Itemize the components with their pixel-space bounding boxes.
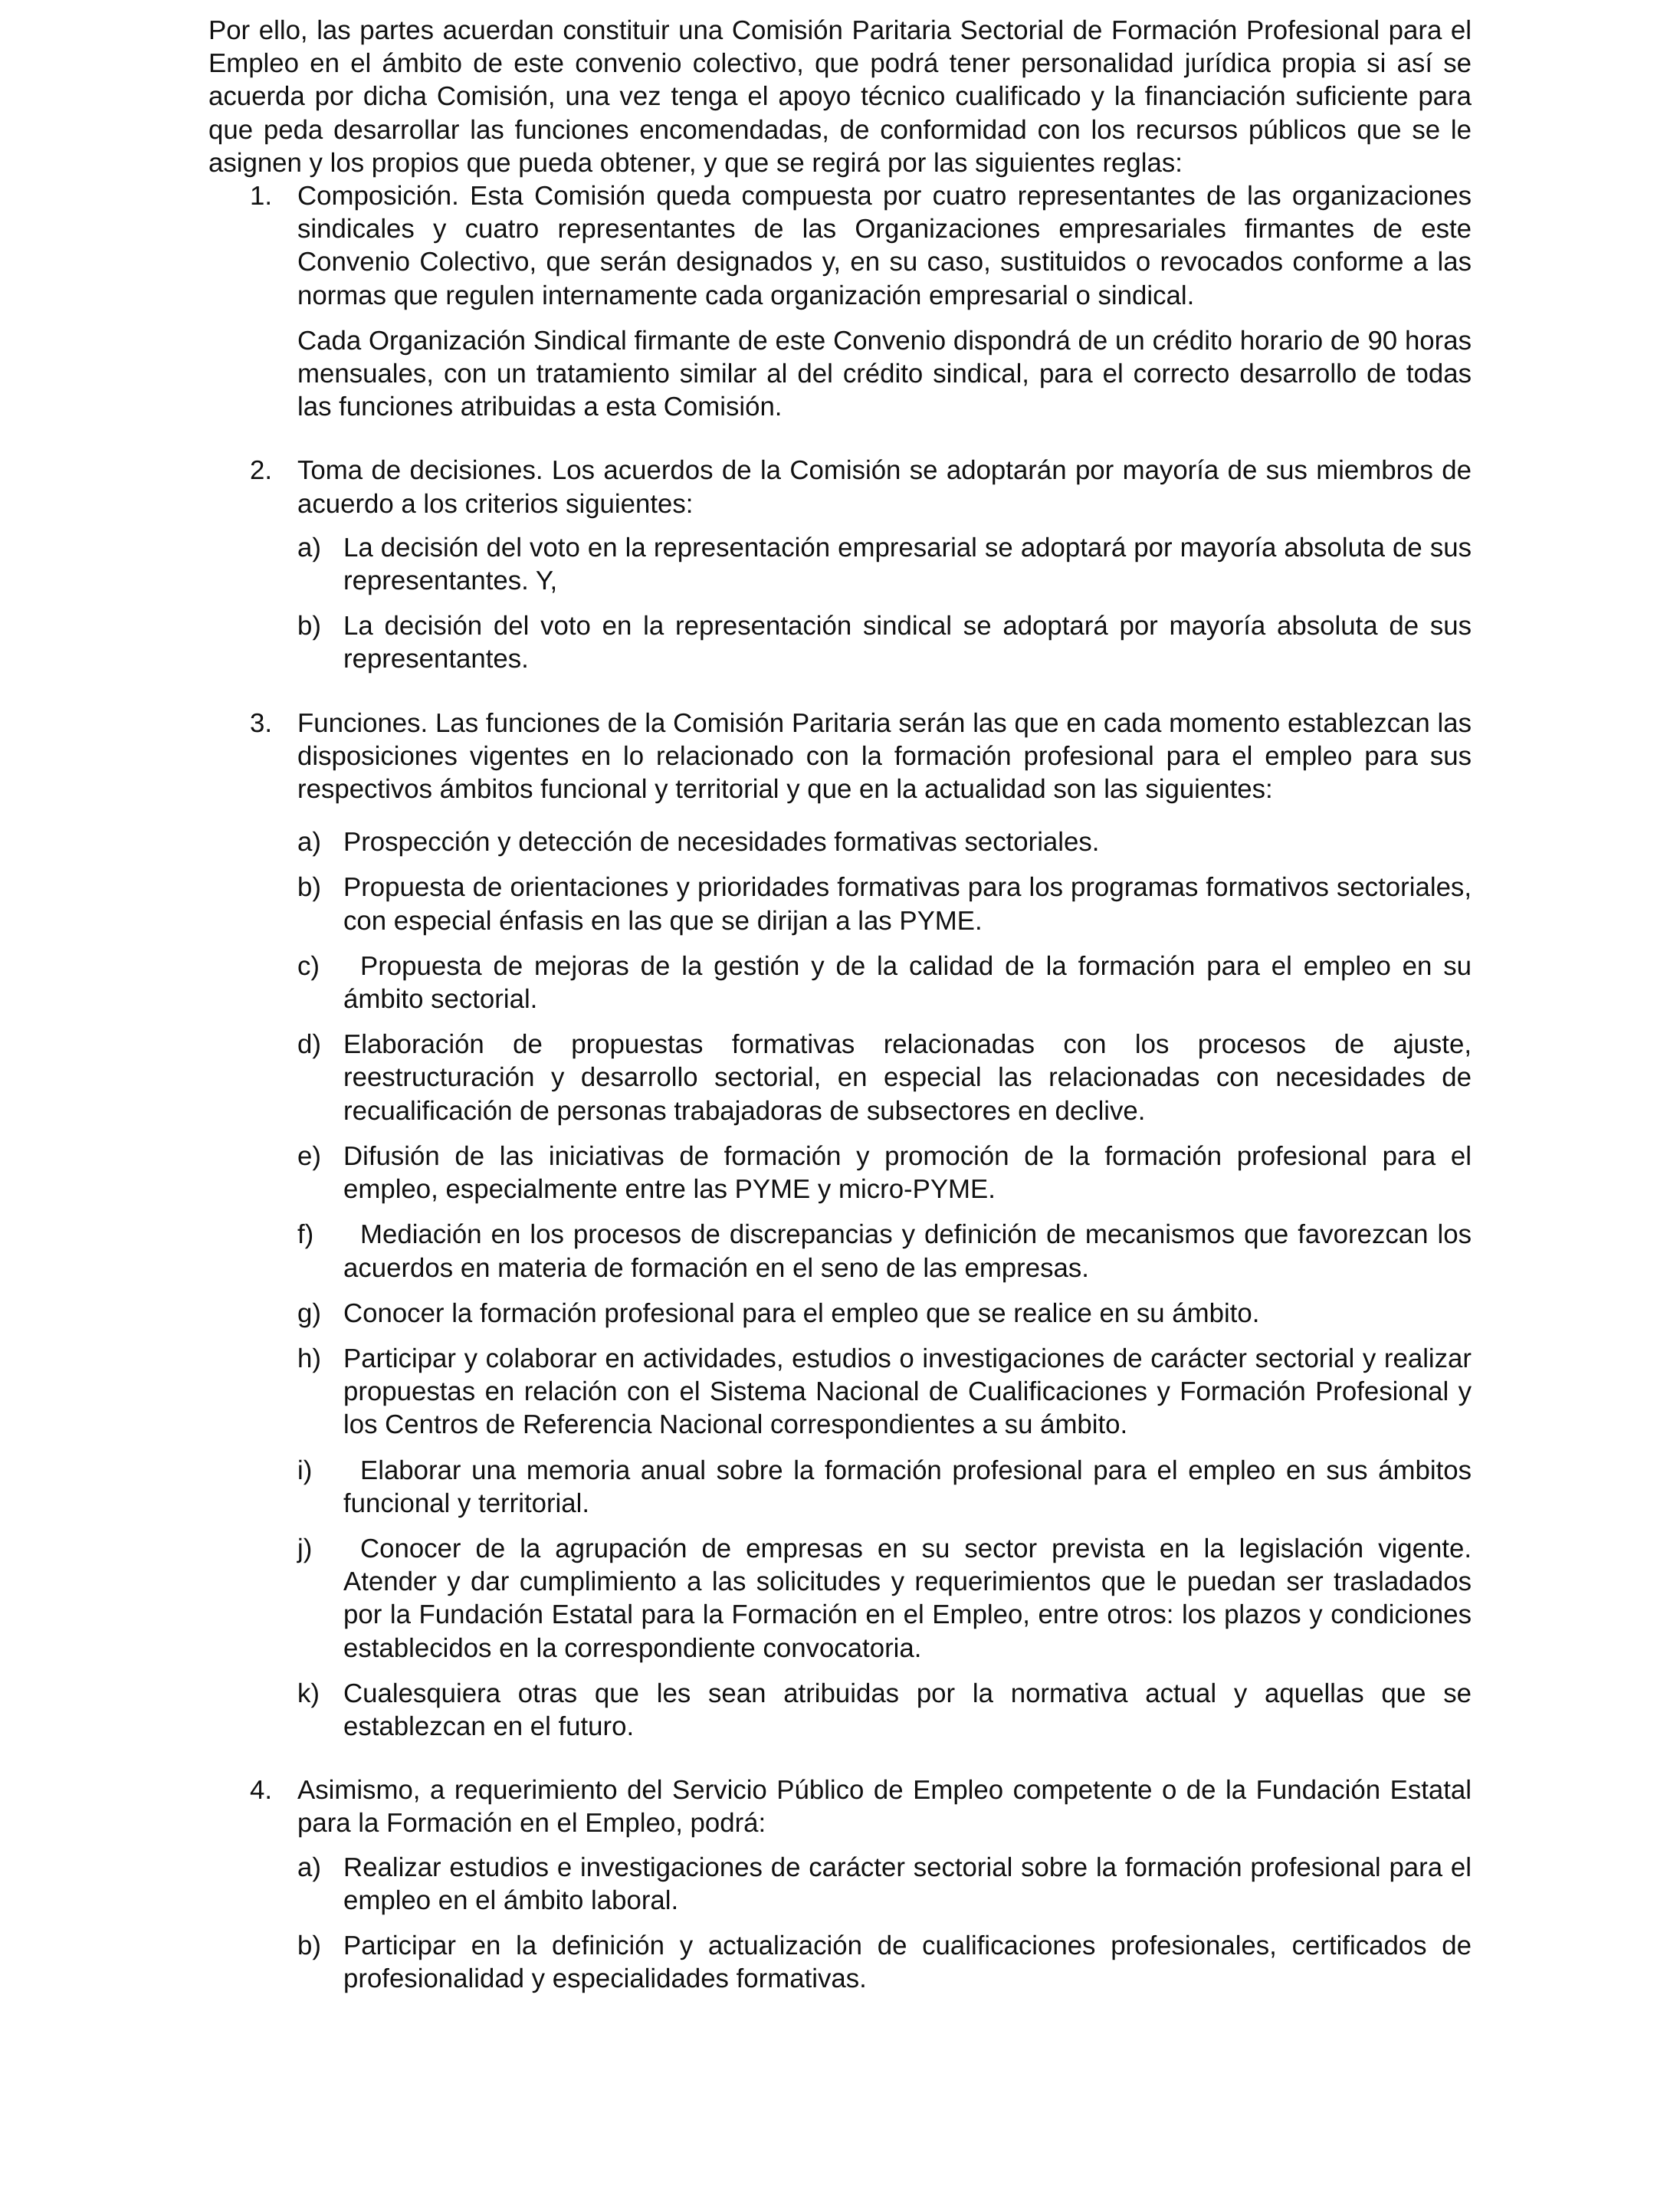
rule-number: 2. — [250, 455, 273, 486]
rule-text: Toma de decisiones. Los acuerdos de la Comisión se adoptarán por mayoría de sus miembros de acuerdo a los criterios siguientes: — [297, 455, 1472, 519]
sub-item — [297, 1140, 1472, 1206]
rule-number: 1. — [250, 181, 273, 212]
sub-text: Conocer de la agrupación de empresas en su sector prevista en la legislación vigente. Atender y dar cumplimiento a las solicitudes y requerimientos que le puedan ser trasladados por la Fundación Estatal para la Formación en el Empleo, entre otros: los plazos y condiciones establecidos en la correspondiente convocatoria. — [343, 1533, 1472, 1663]
sub-text: Difusión de las iniciativas de formación y promoción de la formación profesional para el empleo, especialmente entre las PYME y micro-PYME. — [343, 1140, 1472, 1205]
intro-paragraph: Por ello, las partes acuerdan constituir una Comisión Paritaria Sectorial de Formación Profesional para el Empleo en el ámbito de este convenio colectivo, que podrá tener personalidad jurídica propia si así se acuerda por dicha Comisión, una vez tenga el apoyo técnico cualificado y la financiación suficiente para que peda desarrollar las funciones encomendadas, de conformidad con los recursos públicos que se le asignen y los propios que pueda obtener, y que se regirá por las siguientes reglas: — [208, 15, 1472, 178]
sub-letter: b) — [297, 611, 321, 641]
sub-letter: a) — [297, 827, 321, 858]
sub-letter: f) — [297, 1219, 314, 1250]
sub-text: Elaboración de propuestas formativas relacionadas con los procesos de ajuste, reestructuración y desarrollo sectorial, en especial las relacionadas con necesidades de recualificación de personas trabajadoras de subsectores en declive. — [343, 1029, 1472, 1126]
sub-letter: a) — [297, 532, 321, 563]
sub-text: Conocer la formación profesional para el empleo que se realice en su ámbito. — [343, 1298, 1260, 1328]
sub-text: Mediación en los procesos de discrepancias y definición de mecanismos que favorezcan los acuerdos en materia de formación en el seno de las empresas. — [343, 1219, 1472, 1283]
rule-item-2 — [208, 454, 1472, 675]
rules-list — [208, 179, 1472, 1995]
sub-text: Participar en la definición y actualización de cualificaciones profesionales, certificados de profesionalidad y especialidades formativas. — [343, 1930, 1472, 1994]
sub-item — [297, 1532, 1472, 1665]
sub-item — [297, 609, 1472, 675]
rule-number: 4. — [250, 1775, 273, 1806]
sub-text: Elaborar una memoria anual sobre la formación profesional para el empleo en sus ámbitos funcional y territorial. — [343, 1455, 1472, 1518]
sub-text: Prospección y detección de necesidades formativas sectoriales. — [343, 827, 1100, 858]
sub-letter: a) — [297, 1852, 321, 1882]
rule-text: Asimismo, a requerimiento del Servicio Público de Empleo competente o de la Fundación Estatal para la Formación en el Empleo, podrá: — [297, 1775, 1472, 1839]
sub-letter: i) — [297, 1455, 313, 1485]
sub-text: La decisión del voto en la representación sindical se adoptará por mayoría absoluta de sus representantes. — [343, 611, 1472, 674]
sub-letter: b) — [297, 872, 321, 903]
rule-text: Composición. Esta Comisión queda compuesta por cuatro representantes de las organizaciones sindicales y cuatro representantes de las Organizaciones empresariales firmantes de este Convenio Colectivo, que serán designados y, en su caso, sustituidos o revocados conforme a las normas que regulen internamente cada organización empresarial o sindical. — [297, 181, 1472, 310]
sub-text: Propuesta de orientaciones y prioridades formativas para los programas formativos sectoriales, con especial énfasis en las que se dirijan a las PYME. — [343, 872, 1472, 936]
sub-item — [297, 1929, 1472, 1995]
sub-item — [297, 1677, 1472, 1743]
sub-text: Realizar estudios e investigaciones de carácter sectorial sobre la formación profesional para el empleo en el ámbito laboral. — [343, 1852, 1472, 1915]
sub-letter: c) — [297, 950, 320, 981]
sub-letter: k) — [297, 1678, 320, 1708]
sub-letter: d) — [297, 1029, 321, 1060]
rule-number: 3. — [250, 707, 273, 738]
sub-item — [297, 1454, 1472, 1520]
sub-letter: g) — [297, 1298, 321, 1328]
sub-item — [297, 1028, 1472, 1127]
rule-item-1 — [208, 179, 1472, 423]
sub-item — [297, 950, 1472, 1015]
rule-text: Funciones. Las funciones de la Comisión Paritaria serán las que en cada momento establezcan las disposiciones vigentes en lo relacionado con la formación profesional para el empleo para sus respectivos ámbitos funcional y territorial y que en la actualidad son las siguientes: — [297, 707, 1472, 805]
sub-item — [297, 1218, 1472, 1284]
sub-list — [297, 531, 1472, 676]
sub-item — [297, 531, 1472, 597]
sub-letter: h) — [297, 1343, 321, 1373]
rule-item-3 — [208, 707, 1472, 1743]
sub-letter: e) — [297, 1140, 321, 1171]
sub-list — [297, 1851, 1472, 1996]
sub-text: Participar y colaborar en actividades, estudios o investigaciones de carácter sectorial y realizar propuestas en relación con el Sistema Nacional de Cualificaciones y Formación Profesional y los Centros de Referencia Nacional correspondientes a su ámbito. — [343, 1343, 1472, 1440]
sub-item — [297, 871, 1472, 937]
sub-item — [297, 1297, 1472, 1330]
sub-item — [297, 1851, 1472, 1917]
sub-list — [297, 825, 1472, 1743]
sub-text: La decisión del voto en la representación empresarial se adoptará por mayoría absoluta de sus representantes. Y, — [343, 532, 1472, 596]
sub-letter: b) — [297, 1930, 321, 1960]
sub-item — [297, 825, 1472, 858]
sub-letter: j) — [297, 1533, 313, 1563]
sub-item — [297, 1342, 1472, 1442]
rule-paragraph: Cada Organización Sindical firmante de este Convenio dispondrá de un crédito horario de 90 horas mensuales, con un tratamiento similar al del crédito sindical, para el correcto desarrollo de todas las funciones atribuidas a esta Comisión. — [297, 325, 1472, 422]
sub-text: Cualesquiera otras que les sean atribuidas por la normativa actual y aquellas que se establezcan en el futuro. — [343, 1678, 1472, 1741]
rule-item-4 — [208, 1773, 1472, 1995]
sub-text: Propuesta de mejoras de la gestión y de la calidad de la formación para el empleo en su ámbito sectorial. — [343, 950, 1472, 1015]
